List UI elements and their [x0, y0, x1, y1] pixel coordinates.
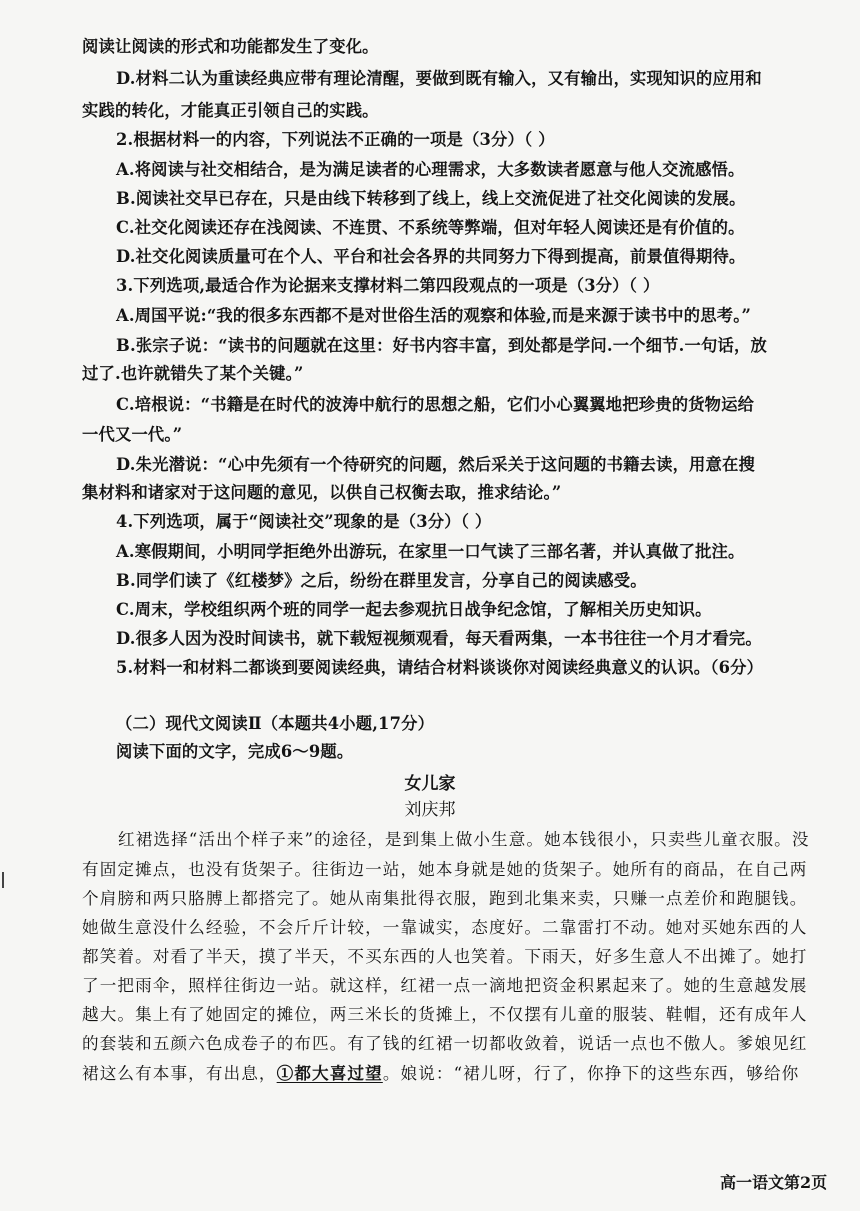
section-heading: （二）现代文阅读Ⅱ（本题共4小题,17分） [116, 714, 435, 733]
question-4-option-c: C.周末，学校组织两个班的同学一起去参观抗日战争纪念馆，了解相关历史知识。 [116, 600, 712, 619]
option-d-line: D.材料二认为重读经典应带有理论清醒，要做到既有输入，又有输出，实现知识的应用和 [116, 69, 762, 88]
story-line: 都笑着。对看了半天，摸了半天，不买东西的人也笑着。下雨天，好多生意人不出摊了。她打 [82, 947, 808, 966]
story-author: 刘庆邦 [404, 800, 456, 820]
question-3: 3.下列选项,最适合作为论据来支撑材料二第四段观点的一项是（3分）（ ） [116, 276, 660, 295]
question-5: 5.材料一和材料二都谈到要阅读经典，请结合材料谈谈你对阅读经典意义的认识。（6分） [116, 658, 764, 677]
question-3-option-d-cont: 集材料和诸家对于这问题的意见，以供自己权衡去取，推求结论。” [82, 483, 562, 502]
question-3-option-b-cont: 过了.也许就错失了某个关键。” [82, 364, 304, 383]
story-text: 。娘说：“裙儿呀，行了，你挣下的这些东西，够给你 [382, 1064, 800, 1083]
story-line: 有固定摊点，也没有货架子。往街边一站，她本身就是她的货架子。她所有的商品，在自己两 [82, 860, 808, 879]
story-line: 个肩膀和两只胳膊上都搭完了。她从南集批得衣服，跑到北集来卖，只赚一点差价和跑腿钱。 [82, 889, 808, 908]
story-line: 了一把雨伞，照样往街边一站。就这样，红裙一点一滴地把资金积累起来了。她的生意越发展 [82, 976, 808, 995]
question-4-option-a: A.寒假期间，小明同学拒绝外出游玩，在家里一口气读了三部名著，并认真做了批注。 [116, 542, 745, 561]
story-title: 女儿家 [404, 774, 456, 794]
question-4-option-b: B.同学们读了《红楼梦》之后，纷纷在群里发言，分享自己的阅读感受。 [116, 571, 647, 590]
margin-mark [2, 872, 4, 888]
story-line: 的套装和五颜六色成卷子的布匹。有了钱的红裙一切都收敛着，说话一点也不傲人。爹娘见红 [82, 1034, 808, 1053]
section-instruction: 阅读下面的文字，完成6～9题。 [116, 742, 354, 761]
underlined-phrase: ①都大喜过望 [276, 1063, 383, 1083]
question-4-option-d: D.很多人因为没时间读书，就下载短视频观看，每天看两集，一本书往往一个月才看完。 [116, 629, 762, 648]
question-3-option-a: A.周国平说:“我的很多东西都不是对世俗生活的观察和体验,而是来源于读书中的思考。” [116, 306, 752, 325]
text-line: 阅读让阅读的形式和功能都发生了变化。 [82, 37, 379, 56]
question-3-option-c-cont: 一代又一代。” [82, 425, 183, 444]
page-footer: 高一语文第2页 [720, 1173, 828, 1192]
question-3-option-c: C.培根说：“书籍是在时代的波涛中航行的思想之船，它们小心翼翼地把珍贵的货物运给 [116, 395, 755, 414]
question-2-option-a: A.将阅读与社交相结合，是为满足读者的心理需求，大多数读者愿意与他人交流感悟。 [116, 160, 745, 179]
question-4: 4.下列选项，属于“阅读社交”现象的是（3分）（ ） [116, 512, 492, 531]
story-line: 她做生意没什么经验，不会斤斤计较，一靠诚实，态度好。二靠雷打不动。她对买她东西的人 [82, 918, 808, 937]
story-line: 越大。集上有了她固定的摊位，两三米长的货摊上，不仅摆有儿童的服装、鞋帽，还有成年人 [82, 1005, 808, 1024]
question-2: 2.根据材料一的内容，下列说法不正确的一项是（3分）（ ） [116, 130, 555, 149]
question-2-option-d: D.社交化阅读质量可在个人、平台和社会各界的共同努力下得到提高，前景值得期待。 [116, 247, 746, 266]
text-line: 实践的转化，才能真正引领自己的实践。 [82, 101, 379, 120]
question-2-option-b: B.阅读社交早已存在，只是由线下转移到了线上，线上交流促进了社交化阅读的发展。 [116, 189, 746, 208]
story-line [82, 1062, 812, 1085]
question-3-option-d: D.朱光潜说：“心中先须有一个待研究的问题，然后采关于这问题的书籍去读，用意在搜 [116, 455, 755, 474]
question-2-option-c: C.社交化阅读还存在浅阅读、不连贯、不系统等弊端，但对年轻人阅读还是有价值的。 [116, 218, 745, 237]
story-line: 红裙选择“活出个样子来”的途径，是到集上做小生意。她本钱很小，只卖些儿童衣服。没 [118, 830, 810, 849]
story-text: 裙这么有本事，有出息， [82, 1064, 277, 1083]
question-3-option-b: B.张宗子说：“读书的问题就在这里：好书内容丰富，到处都是学问.一个细节.一句话，放 [116, 336, 767, 355]
